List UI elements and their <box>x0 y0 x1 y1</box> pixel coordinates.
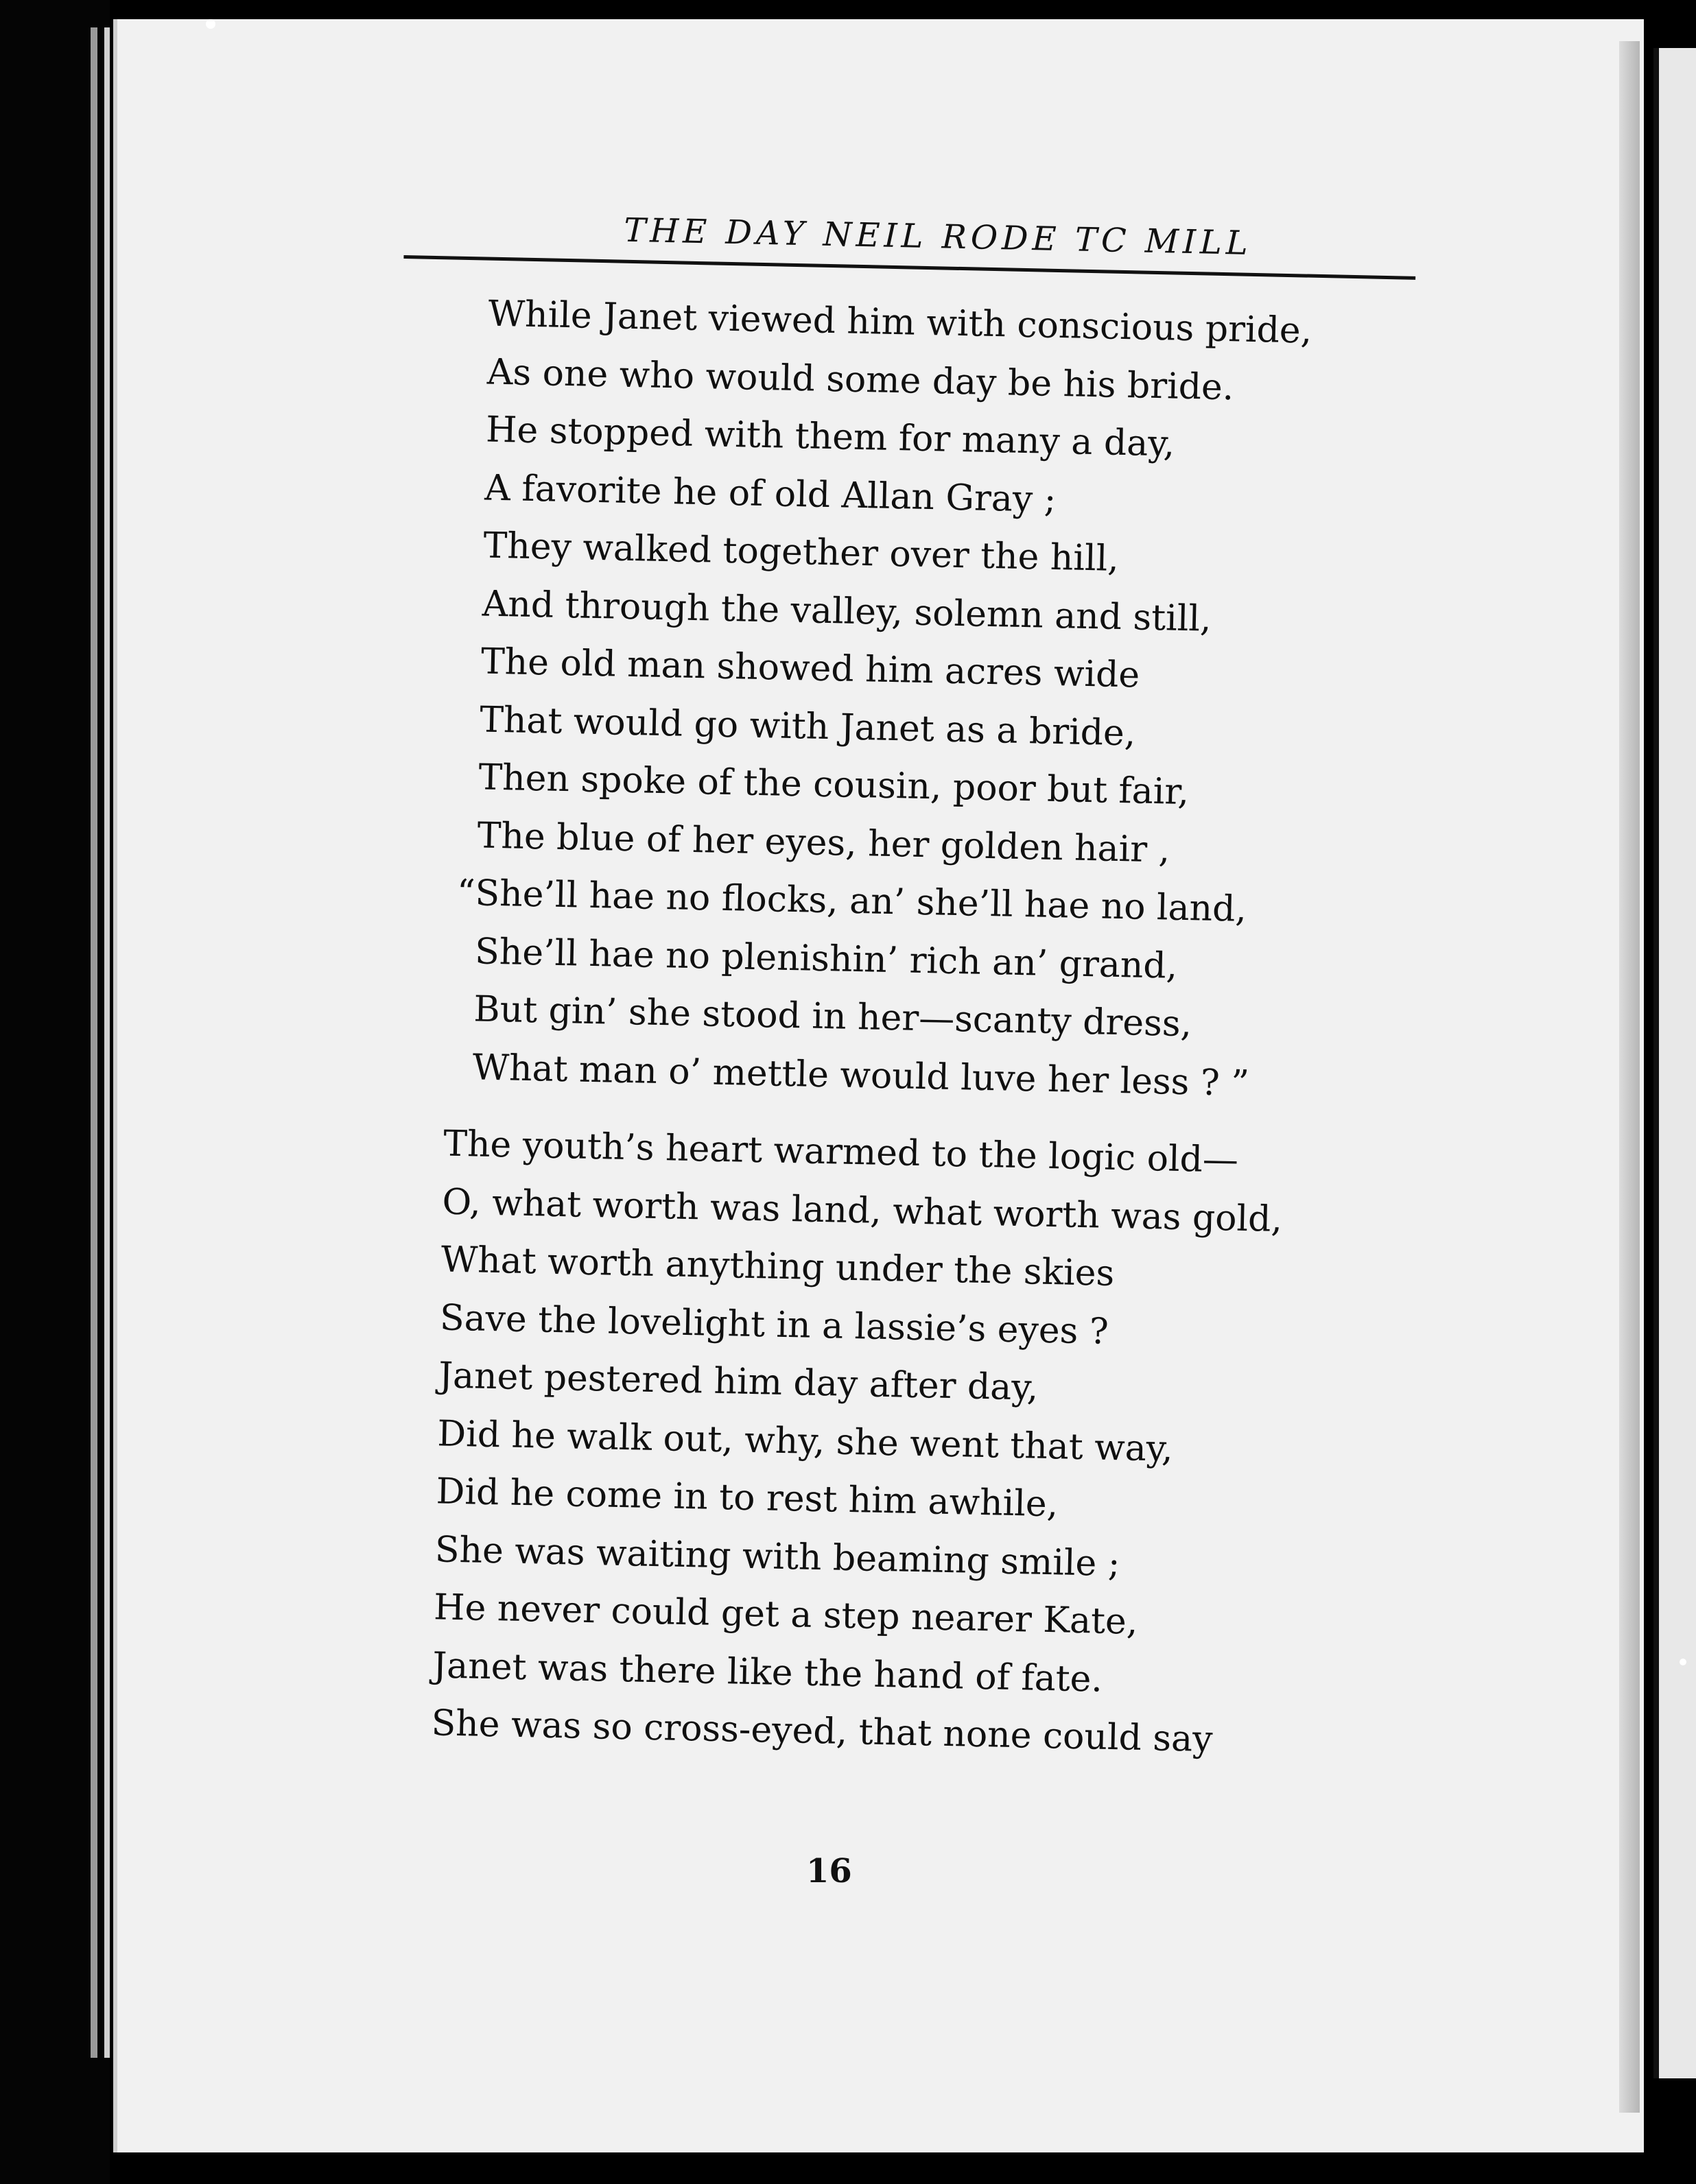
stanza-1 <box>386 283 1432 1116</box>
poem-line: Did he walk out, why, she went that way, <box>436 1412 1174 1470</box>
scan-artifact <box>1680 1659 1686 1665</box>
poem-line: She was waiting with beaming smile ; <box>434 1528 1120 1584</box>
poem-line: He never could get a step nearer Kate, <box>433 1587 1138 1643</box>
poem-line: Save the lovelight in a lassie’s eyes ? <box>439 1296 1109 1353</box>
facing-page-edge <box>1653 48 1696 2078</box>
poem-line: But gin’ she stood in her—scanty dress, <box>473 988 1192 1045</box>
poem-line: And through the valley, solemn and still, <box>482 582 1212 640</box>
poem-line: A favorite he of old Allan Gray ; <box>484 467 1057 521</box>
poem-line: Then spoke of the cousin, poor but fair, <box>478 757 1190 814</box>
poem-line: The old man showed him acres wide <box>480 641 1140 696</box>
stanza-2 <box>373 1114 1415 1773</box>
poem-line: He stopped with them for many a day, <box>485 409 1175 465</box>
poem-line: That would go with Janet as a bride, <box>479 698 1136 754</box>
page-number: 16 <box>806 1852 852 1890</box>
poem-line: Janet was there like the hand of fate. <box>432 1644 1103 1700</box>
running-head: THE DAY NEIL RODE TC MILL <box>623 211 1253 263</box>
poem-line: The youth’s heart warmed to the logic old— <box>443 1123 1239 1181</box>
scan-artifact <box>206 19 215 29</box>
binding-edge-inner <box>104 27 110 2058</box>
poem-line: She was so cross-eyed, that none could say <box>431 1702 1214 1761</box>
poem-line: Did he come in to rest him awhile, <box>436 1471 1059 1526</box>
poem-line: They walked together over the hill, <box>483 525 1120 580</box>
poem-line: What man o’ mettle would luve her less ? ” <box>472 1046 1250 1104</box>
book-binding <box>0 0 110 2184</box>
page-edge-shadow <box>1619 41 1640 2113</box>
poem-line: “She’ll hae no flocks, an’ she’ll hae no land, <box>456 872 1247 930</box>
binding-edge <box>91 27 97 2058</box>
poem-line: The blue of her eyes, her golden hair , <box>477 814 1170 871</box>
poem-line: She’ll hae no plenishin’ rich an’ grand, <box>474 930 1178 987</box>
poem-line: While Janet viewed him with conscious pride, <box>488 293 1312 352</box>
poem-line: Janet pestered him day after day, <box>438 1355 1039 1409</box>
poem-line: What worth anything under the skies <box>440 1239 1115 1294</box>
page-content <box>373 206 1434 1772</box>
poem-line: As one who would some day be his bride. <box>486 351 1234 408</box>
poem-line: O, what worth was land, what worth was gold, <box>441 1180 1283 1240</box>
